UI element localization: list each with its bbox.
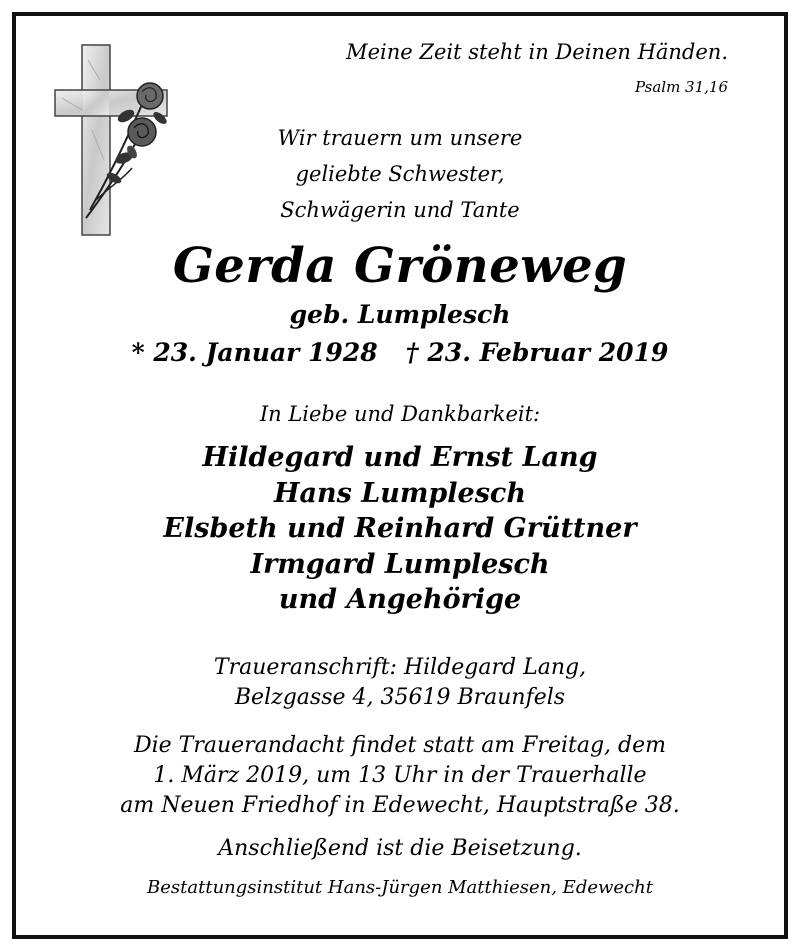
life-dates <box>0 338 800 367</box>
service-line: am Neuen Friedhof in Edewecht, Hauptstraße 38. <box>120 793 680 818</box>
cross-with-roses-icon <box>52 40 170 236</box>
service-line: 1. März 2019, um 13 Uhr in der Trauerhalle <box>153 763 647 788</box>
service-info <box>0 731 800 821</box>
motto-verse: Meine Zeit steht in Deinen Händen. <box>346 40 728 64</box>
intro-line: Wir trauern um unsere <box>277 126 523 150</box>
mourning-address <box>0 653 800 713</box>
birth-name: geb. Lumplesch <box>289 300 511 329</box>
psalm-reference: Psalm 31,16 <box>634 78 728 96</box>
birth-date: * 23. Januar 1928 <box>131 338 378 367</box>
intro-line: Schwägerin und Tante <box>280 198 520 222</box>
deceased-name: Gerda Gröneweg <box>172 238 628 294</box>
address-line: Traueranschrift: Hildegard Lang, <box>213 655 587 680</box>
thanks-line: In Liebe und Dankbarkeit: <box>259 402 541 426</box>
undertaker-name: Bestattungsinstitut Hans-Jürgen Matthiesen, Edewecht <box>147 877 653 898</box>
mourner-name: Hildegard und Ernst Lang <box>202 442 598 473</box>
intro-line: geliebte Schwester, <box>295 162 505 186</box>
mourner-name: Hans Lumplesch <box>273 477 526 509</box>
death-date: † 23. Februar 2019 <box>405 338 669 367</box>
mourner-name: Elsbeth und Reinhard Grüttner <box>163 513 637 544</box>
mourner-list <box>0 440 800 618</box>
intro-text <box>200 120 600 228</box>
mourner-name: Irmgard Lumplesch <box>250 548 550 580</box>
mourner-name: und Angehörige <box>278 584 522 615</box>
address-line: Belzgasse 4, 35619 Braunfels <box>234 685 566 710</box>
service-line: Die Trauerandacht findet statt am Freitag, dem <box>133 733 666 758</box>
burial-note: Anschließend ist die Beisetzung. <box>218 836 582 861</box>
